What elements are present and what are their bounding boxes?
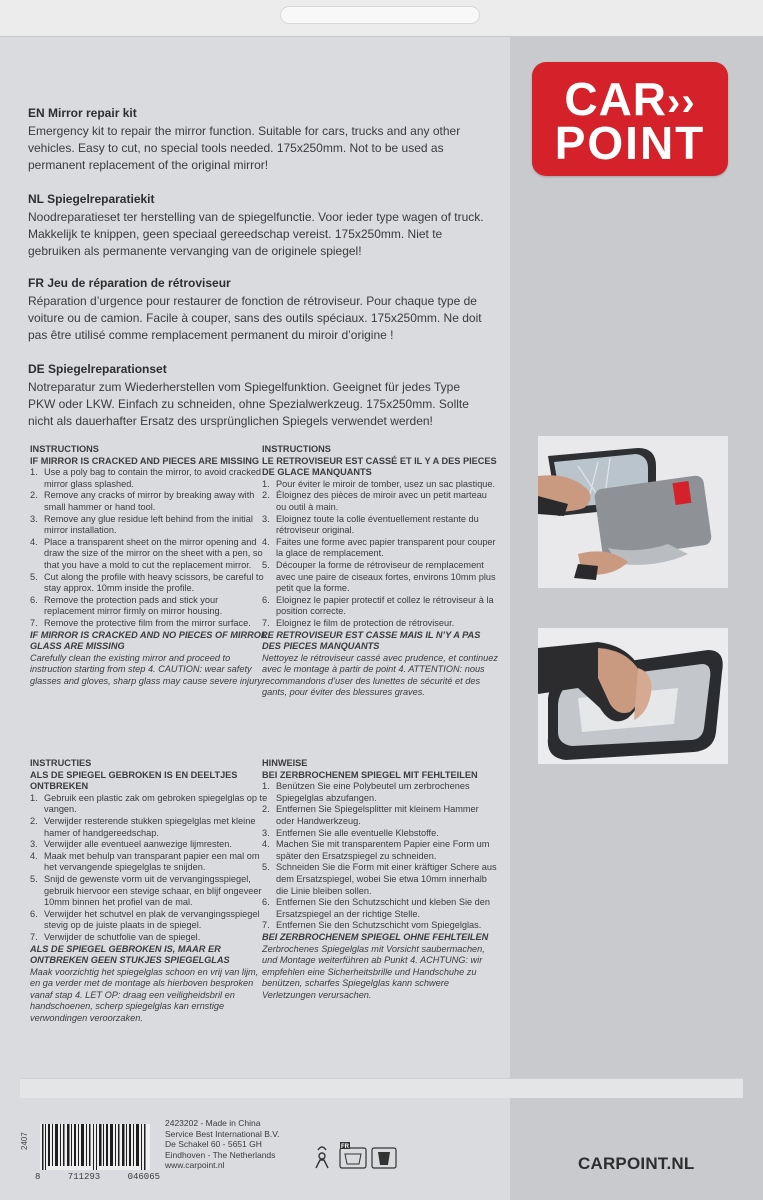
lang-body: Emergency kit to repair the mirror function. Suitable for cars, trucks and any other vehicles. Easy to cut, no special tools needed. 175x250mm. Not to be used as permanent replacement of the original mirror! (28, 124, 461, 172)
instr-step: 5. Snijd de gewenste vorm uit de vervangingsspiegel, gebruik hiervoor een stevige schaar, en blijf ongeveer 10mm binnen het profiel van de mal. (30, 873, 262, 908)
instr-step: 1. Gebruik een plastic zak om gebroken spiegelglas op te vangen. (30, 792, 268, 815)
photo-cutting-mirror (538, 436, 728, 588)
instr-case-note: Zerbrochenes Spiegelglas mit Vorsicht saubermachen, und Montage weiterführen ab Punkt 4. ACHTUNG: wir empfehlen eine Sicherheitsbrille und Handschuhe zu benützen, scharfes Spiegelglas kann schwere Verletzungen verursachen. (262, 943, 485, 1000)
instr-heading: INSTRUCTIONS (30, 444, 99, 454)
recycle-badge-text: FR (341, 1144, 349, 1150)
instr-heading: INSTRUCTIONS (262, 444, 331, 454)
instr-step: 1. Benützen Sie eine Polybeutel um zerbrochenes Spiegelglas abzufangen. (262, 781, 470, 803)
hang-tab (0, 0, 763, 36)
bin-recycle-icon (372, 1148, 396, 1168)
photo-cutting-mirror-illustration (538, 436, 728, 588)
importer-line: www.carpoint.nl (165, 1160, 225, 1170)
barcode-digit-group: 711293 (67, 1172, 101, 1182)
instr-step: 6. Eloignez le papier protectif et collez le rétroviseur à la position correcte. (262, 594, 494, 617)
instr-subheading: BEI ZERBROCHENEM SPIEGEL MIT FEHLTEILEN (262, 769, 478, 780)
instr-subheading: ALS DE SPIEGEL GEBROKEN IS EN DEELTJES ONTBREKEN (30, 769, 238, 792)
barcode (40, 1124, 150, 1170)
instr-steps (30, 793, 270, 944)
date-code: 2407 (20, 1132, 29, 1150)
lang-title: EN Mirror repair kit (28, 106, 137, 120)
instr-step: 5. Découper la forme de rétroviseur de remplacement avec une paire de ciseaux fortes, environs 10mm plus petit que la forme. (262, 559, 496, 594)
recycling-icons (312, 1140, 402, 1174)
logo-line-car: CAR›› (564, 73, 696, 125)
instr-subheading: LE RETROVISEUR EST CASSÉ ET IL Y A DES PIECES DE GLACE MANQUANTS (262, 455, 497, 478)
instr-subheading: IF MIRROR IS CRACKED AND PIECES ARE MISSING (30, 455, 260, 466)
instr-step: 2. Verwijder resterende stukken spiegelglas met kleine hamer of handgereedschap. (30, 815, 256, 838)
lang-title: FR Jeu de réparation de rétroviseur (28, 276, 231, 290)
instr-step: 7. Eloignez le film de protection de rétroviseur. (262, 617, 455, 628)
instr-step: 2. Remove any cracks of mirror by breaking away with small hammer or hand tool. (30, 490, 255, 512)
importer-info (165, 1118, 280, 1171)
instructions-en (30, 444, 270, 687)
instr-step: 4. Machen Sie mit transparentem Papier eine Form um später den Ersatzspiegel zu schneiden. (262, 839, 490, 861)
lang-body: Notreparatur zum Wiederherstellen vom Spiegelfunktion. Geeignet für jedes Type PKW oder LKW. Einfach zu schneiden, ohne Spezialwerkzeug. 175x250mm. Sollte nicht als dauerhafter Ersatz des ursprünglichen Spiegels verwendet werden! (28, 380, 469, 428)
importer-line: Eindhoven - The Netherlands (165, 1149, 276, 1160)
instr-steps (262, 479, 498, 630)
logo-line-point: POINT (554, 117, 706, 169)
instr-step: 6. Entfernen Sie den Schutzschicht und kleben Sie den Ersatzspiegel an der richtige Stelle. (262, 897, 491, 919)
instr-step: 7. Entfernen Sie den Schutzschicht vom Spiegelglas. (262, 920, 482, 931)
lang-block-fr (28, 276, 488, 344)
lang-title: DE Spiegelreparationset (28, 362, 167, 376)
instr-case-note: Nettoyez le rétroviseur cassé avec prudence, et continuez avec le montage à partir de point 4. ATTENTION: nous recommandons d’user des lunettes de sécurité et des gants, pour éviter des blessures graves. (262, 652, 498, 698)
recycling-info (312, 1140, 402, 1174)
instructions-de (262, 758, 498, 1001)
instr-step: 1. Use a poly bag to contain the mirror, to avoid cracked mirror glass splashed. (30, 467, 262, 489)
instr-case-note: Carefully clean the existing mirror and proceed to instruction starting from step 4. CAUTION: wear safety glasses and gloves, sharp glass may cause severe injury. (30, 652, 264, 686)
instr-case-title: ALS DE SPIEGEL GEBROKEN IS, MAAR ER ONTBREKEN GEEN STUKJES SPIEGELGLAS (30, 943, 230, 966)
photo-placing-mirror-illustration (538, 628, 728, 764)
barcode-digit-group: 046065 (127, 1172, 160, 1182)
instr-step: 3. Verwijder alle eventueel aanwezige lijmresten. (30, 839, 232, 850)
barcode-number (35, 1172, 160, 1182)
lang-body: Réparation d’urgence pour restaurer de fonction de rétroviseur. Pour chaque type de voiture ou de camion. Facile à couper, sans des outils spéciaux. 175x250mm. Ne doit pas être utilisé comme remplacement permanent du miroir d’origine ! (28, 294, 482, 342)
paper-recycle-icon (340, 1142, 366, 1168)
instr-step: 5. Schneiden Sie die Form mit einer kräftiger Schere aus dem Ersatzspiegel, wobei Sie etwa 10mm innerhalb die Linie bleiben sollen. (262, 862, 497, 896)
instr-step: 5. Cut along the profile with heavy scissors, be careful to stay approx. 10mm inside the profile. (30, 571, 264, 594)
barcode-digit-prefix: 8 (35, 1172, 41, 1182)
instr-step: 3. Eloignez toute la colle éventuellement restante du rétroviseur original. (262, 513, 479, 536)
instr-case-title: LE RETROVISEUR EST CASSE MAIS IL N’Y A PAS DES PIECES MANQUANTS (262, 629, 481, 652)
hang-slot (280, 6, 480, 24)
instr-step: 2. Entfernen Sie Spiegelsplitter mit kleinem Hammer oder Handwerkzeug. (262, 804, 479, 826)
instr-heading: HINWEISE (262, 758, 308, 768)
instr-step: 3. Entfernen Sie alle eventuelle Klebstoffe. (262, 827, 439, 838)
instr-step: 6. Remove the protection pads and stick your replacement mirror firmly on mirror housing. (30, 594, 223, 617)
instr-step: 2. Éloignez des pièces de miroir avec un petit marteau ou outil à main. (262, 490, 487, 512)
instr-step: 7. Verwijder de schutfolie van de spiegel. (30, 931, 201, 942)
lang-block-en (28, 106, 488, 174)
importer-line: Service Best International B.V. (165, 1128, 280, 1139)
card-image-panel (510, 37, 763, 1200)
chevron-right-icon: ›› (667, 80, 696, 124)
carpoint-logo (532, 62, 728, 176)
instr-step: 4. Place a transparent sheet on the mirror opening and draw the size of the mirror on the sheet with a pen, so that you have a mold to cut the replacement mirror. (30, 536, 263, 570)
importer-line: 2423202 - Made in China (165, 1118, 261, 1128)
instructions-fr (262, 444, 498, 699)
recycle-triman-icon (316, 1147, 328, 1168)
lang-body: Noodreparatieset ter herstelling van de spiegelfunctie. Voor ieder type wagen of truck. Makkelijk te knippen, geen speciaal gereedschap vereist. 175x250mm. Niet te gebruiken als permanente vervanging van de originele spiegel! (28, 210, 484, 258)
website-url: CARPOINT.NL (578, 1154, 695, 1173)
photo-placing-mirror (538, 628, 728, 764)
lang-block-nl (28, 192, 488, 260)
instructions-nl (30, 758, 270, 1025)
instr-step: 3. Remove any glue residue left behind from the initial mirror installation. (30, 513, 253, 536)
lang-title: NL Spiegelreparatiekit (28, 192, 155, 206)
bottom-strip (20, 1078, 743, 1098)
instr-step: 6. Verwijder het schutvel en plak de vervangingsspiegel stevig op de juiste plaats in de spiegel. (30, 908, 260, 931)
instr-case-title: BEI ZERBROCHENEM SPIEGEL OHNE FEHLTEILEN (262, 931, 489, 942)
instr-step: 7. Remove the protective film from the mirror surface. (30, 617, 251, 628)
instr-heading: INSTRUCTIES (30, 758, 92, 768)
instr-steps (30, 467, 270, 629)
instr-case-note: Maak voorzichtig het spiegelglas schoon en vrij van lijm, en ga verder met de montage als hierboven besproken vanaf stap 4. LET OP: draag een veiligheidsbril en handschoenen, scherp spiegelglas kan ernstige verwondingen veroorzaken. (30, 966, 259, 1024)
instr-step: 4. Maak met behulp van transparant papier een mal om het vervangende spiegelglas te snijden. (30, 850, 260, 873)
instr-step: 1. Pour éviter le miroir de tomber, usez un sac plastique. (262, 478, 496, 489)
instr-step: 4. Faites une forme avec papier transparent pour couper la glace de remplacement. (262, 536, 496, 559)
instr-case-title: IF MIRROR IS CRACKED AND NO PIECES OF MIRROR GLASS ARE MISSING (30, 629, 268, 652)
importer-line: De Schakel 60 - 5651 GH (165, 1139, 262, 1149)
lang-block-de (28, 362, 488, 430)
instr-steps (262, 781, 498, 932)
